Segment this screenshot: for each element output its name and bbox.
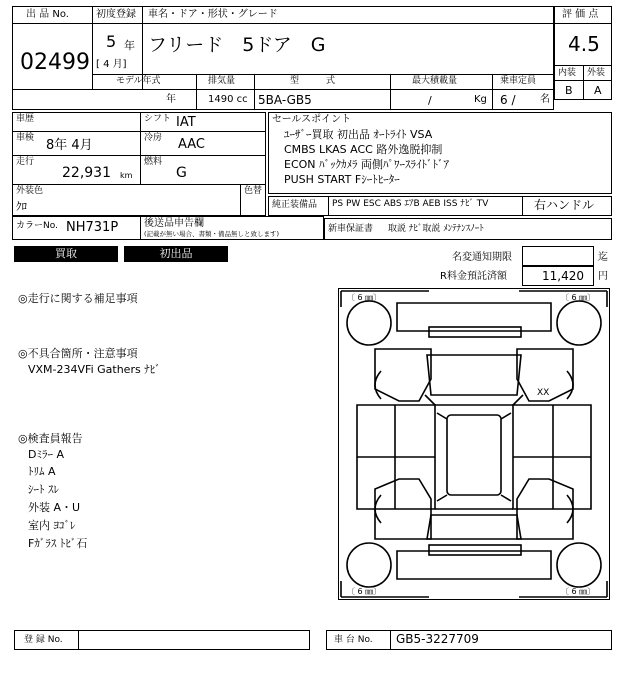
sales-line-1: ﾕｰｻﾞｰ買取 初出品 ｵｰﾄﾗｲﾄ VSA [284, 128, 433, 141]
sales-points-label: セールスポイント [272, 114, 352, 125]
interior-label: 内装 [558, 68, 577, 78]
mileage-label: 走行 [16, 157, 35, 167]
recycle-value: 11,420 [542, 269, 584, 283]
lot-label: 出 品 No. [26, 9, 69, 20]
first-reg-month: [ 4 月] [96, 59, 127, 70]
exterior-grade: A [594, 84, 602, 97]
capacity-label: 乗車定員 [500, 76, 537, 86]
inspector-line-4: 外装 A・U [28, 501, 81, 514]
name-change-label: 名変通知期限 [452, 252, 512, 263]
mileage-value: 22,931 [62, 165, 111, 181]
ext-color-value: ｸﾛ [16, 200, 27, 213]
inspector-line-3: ｼｰﾄ ｽﾚ [28, 483, 59, 496]
docs-note: (記載が無い場合、書類・備品無しと致します) [144, 230, 280, 238]
color-change-label: 色替 [244, 186, 263, 196]
supplement-heading: ◎走行に関する補足事項 [18, 292, 138, 305]
reg-no-label: 登 録 No. [24, 635, 63, 645]
score-label: 評 価 点 [562, 9, 599, 20]
interior-grade: B [565, 84, 573, 97]
car-name: フリード 5ドア G [148, 34, 326, 56]
inspection-label: 車検 [16, 133, 35, 143]
steering-value: 右ハンドル [534, 198, 595, 212]
inspection-value: 8年 4月 [46, 138, 93, 153]
docs-label: 後送品申告欄 [144, 218, 204, 229]
equipment-value: PS PW ESC ABS ｴｱB AEB ISS ﾅﾋﾞ TV [332, 199, 489, 209]
chassis-label: 車 台 No. [334, 635, 373, 645]
max-load-label: 最大積載量 [412, 76, 458, 86]
lot-number: 02499 [20, 50, 90, 75]
mileage-unit: km [120, 171, 133, 180]
score-value: 4.5 [568, 32, 600, 56]
warranty-value: 取説 ﾅﾋﾞ取説 ﾒﾝﾃﾅﾝｽﾉｰﾄ [388, 224, 484, 234]
tire-tr: 〔 6 ㎜〕 [561, 293, 596, 302]
max-load-value: / [428, 94, 432, 107]
recycle-label: R料金預託済額 [440, 271, 507, 282]
capacity-value: 6 / [500, 93, 516, 107]
inspector-line-6: Fｶﾞﾗｽ ﾄﾋﾞ石 [28, 537, 88, 550]
model-code: 5BA-GB5 [258, 93, 312, 107]
tire-bl: 〔 6 ㎜〕 [347, 587, 382, 596]
name-change-box [522, 246, 594, 266]
shift-label: シフト [144, 114, 172, 124]
capacity-unit: 名 [540, 94, 550, 105]
fuel-label: 燃料 [144, 157, 163, 167]
inspector-heading: ◎検査員報告 [18, 432, 83, 445]
inspector-line-5: 室内 ﾖｺﾞﾚ [28, 519, 76, 532]
first-reg-year-unit: 年 [124, 39, 135, 52]
car-diagram-box [338, 288, 610, 600]
first-reg-label: 初度登録 [96, 9, 136, 20]
displacement-label: 排気量 [208, 76, 236, 86]
ac-label: 冷房 [144, 133, 163, 143]
ac-value: AAC [178, 137, 205, 152]
defect-heading: ◎不具合箇所・注意事項 [18, 347, 138, 360]
recycle-unit: 円 [598, 271, 608, 282]
sales-line-2: CMBS LKAS ACC 路外逸脱抑制 [284, 143, 443, 156]
ext-color-label: 外装色 [16, 186, 44, 196]
model-label: 型 式 [290, 76, 336, 86]
car-name-label: 車名・ドア・形状・グレード [148, 9, 278, 20]
first-reg-year: 5 [106, 32, 117, 51]
warranty-label: 新車保証書 [328, 224, 374, 234]
inspector-line-2: ﾄﾘﾑ A [28, 465, 56, 478]
tire-br: 〔 6 ㎜〕 [561, 587, 596, 596]
equipment-label: 純正装備品 [272, 200, 318, 210]
damage-mark: XX [537, 388, 550, 398]
shift-value: IAT [176, 115, 196, 130]
details-box [12, 112, 266, 216]
max-load-unit: Kg [474, 94, 487, 105]
sales-line-3: ECON ﾊﾞｯｸｶﾒﾗ 両側ﾊﾟﾜｰｽﾗｲﾄﾞﾄﾞｱ [284, 158, 450, 171]
buyout-bar: 買取 [14, 246, 118, 262]
color-no-label: カラーNo. [16, 221, 58, 231]
tire-tl: 〔 6 ㎜〕 [347, 293, 382, 302]
sales-line-4: PUSH START Fｼｰﾄﾋｰﾀｰ [284, 173, 400, 186]
model-year-label: モデル年式 [116, 76, 161, 86]
model-year-unit: 年 [166, 94, 176, 105]
inspector-line-1: Dﾐﾗｰ A [28, 448, 64, 461]
car-diagram [339, 289, 609, 599]
fuel-value: G [176, 165, 187, 181]
displacement-value: 1490 cc [208, 94, 248, 105]
exterior-label: 外装 [587, 68, 606, 78]
name-change-unit: 迄 [598, 252, 608, 263]
chassis-value: GB5-3227709 [396, 632, 479, 646]
color-no-value: NH731P [66, 220, 119, 235]
history-label: 車歴 [16, 114, 35, 124]
defect-line: VXM-234VFi Gathers ﾅﾋﾞ [28, 363, 161, 376]
first-listing-bar: 初出品 [124, 246, 228, 262]
